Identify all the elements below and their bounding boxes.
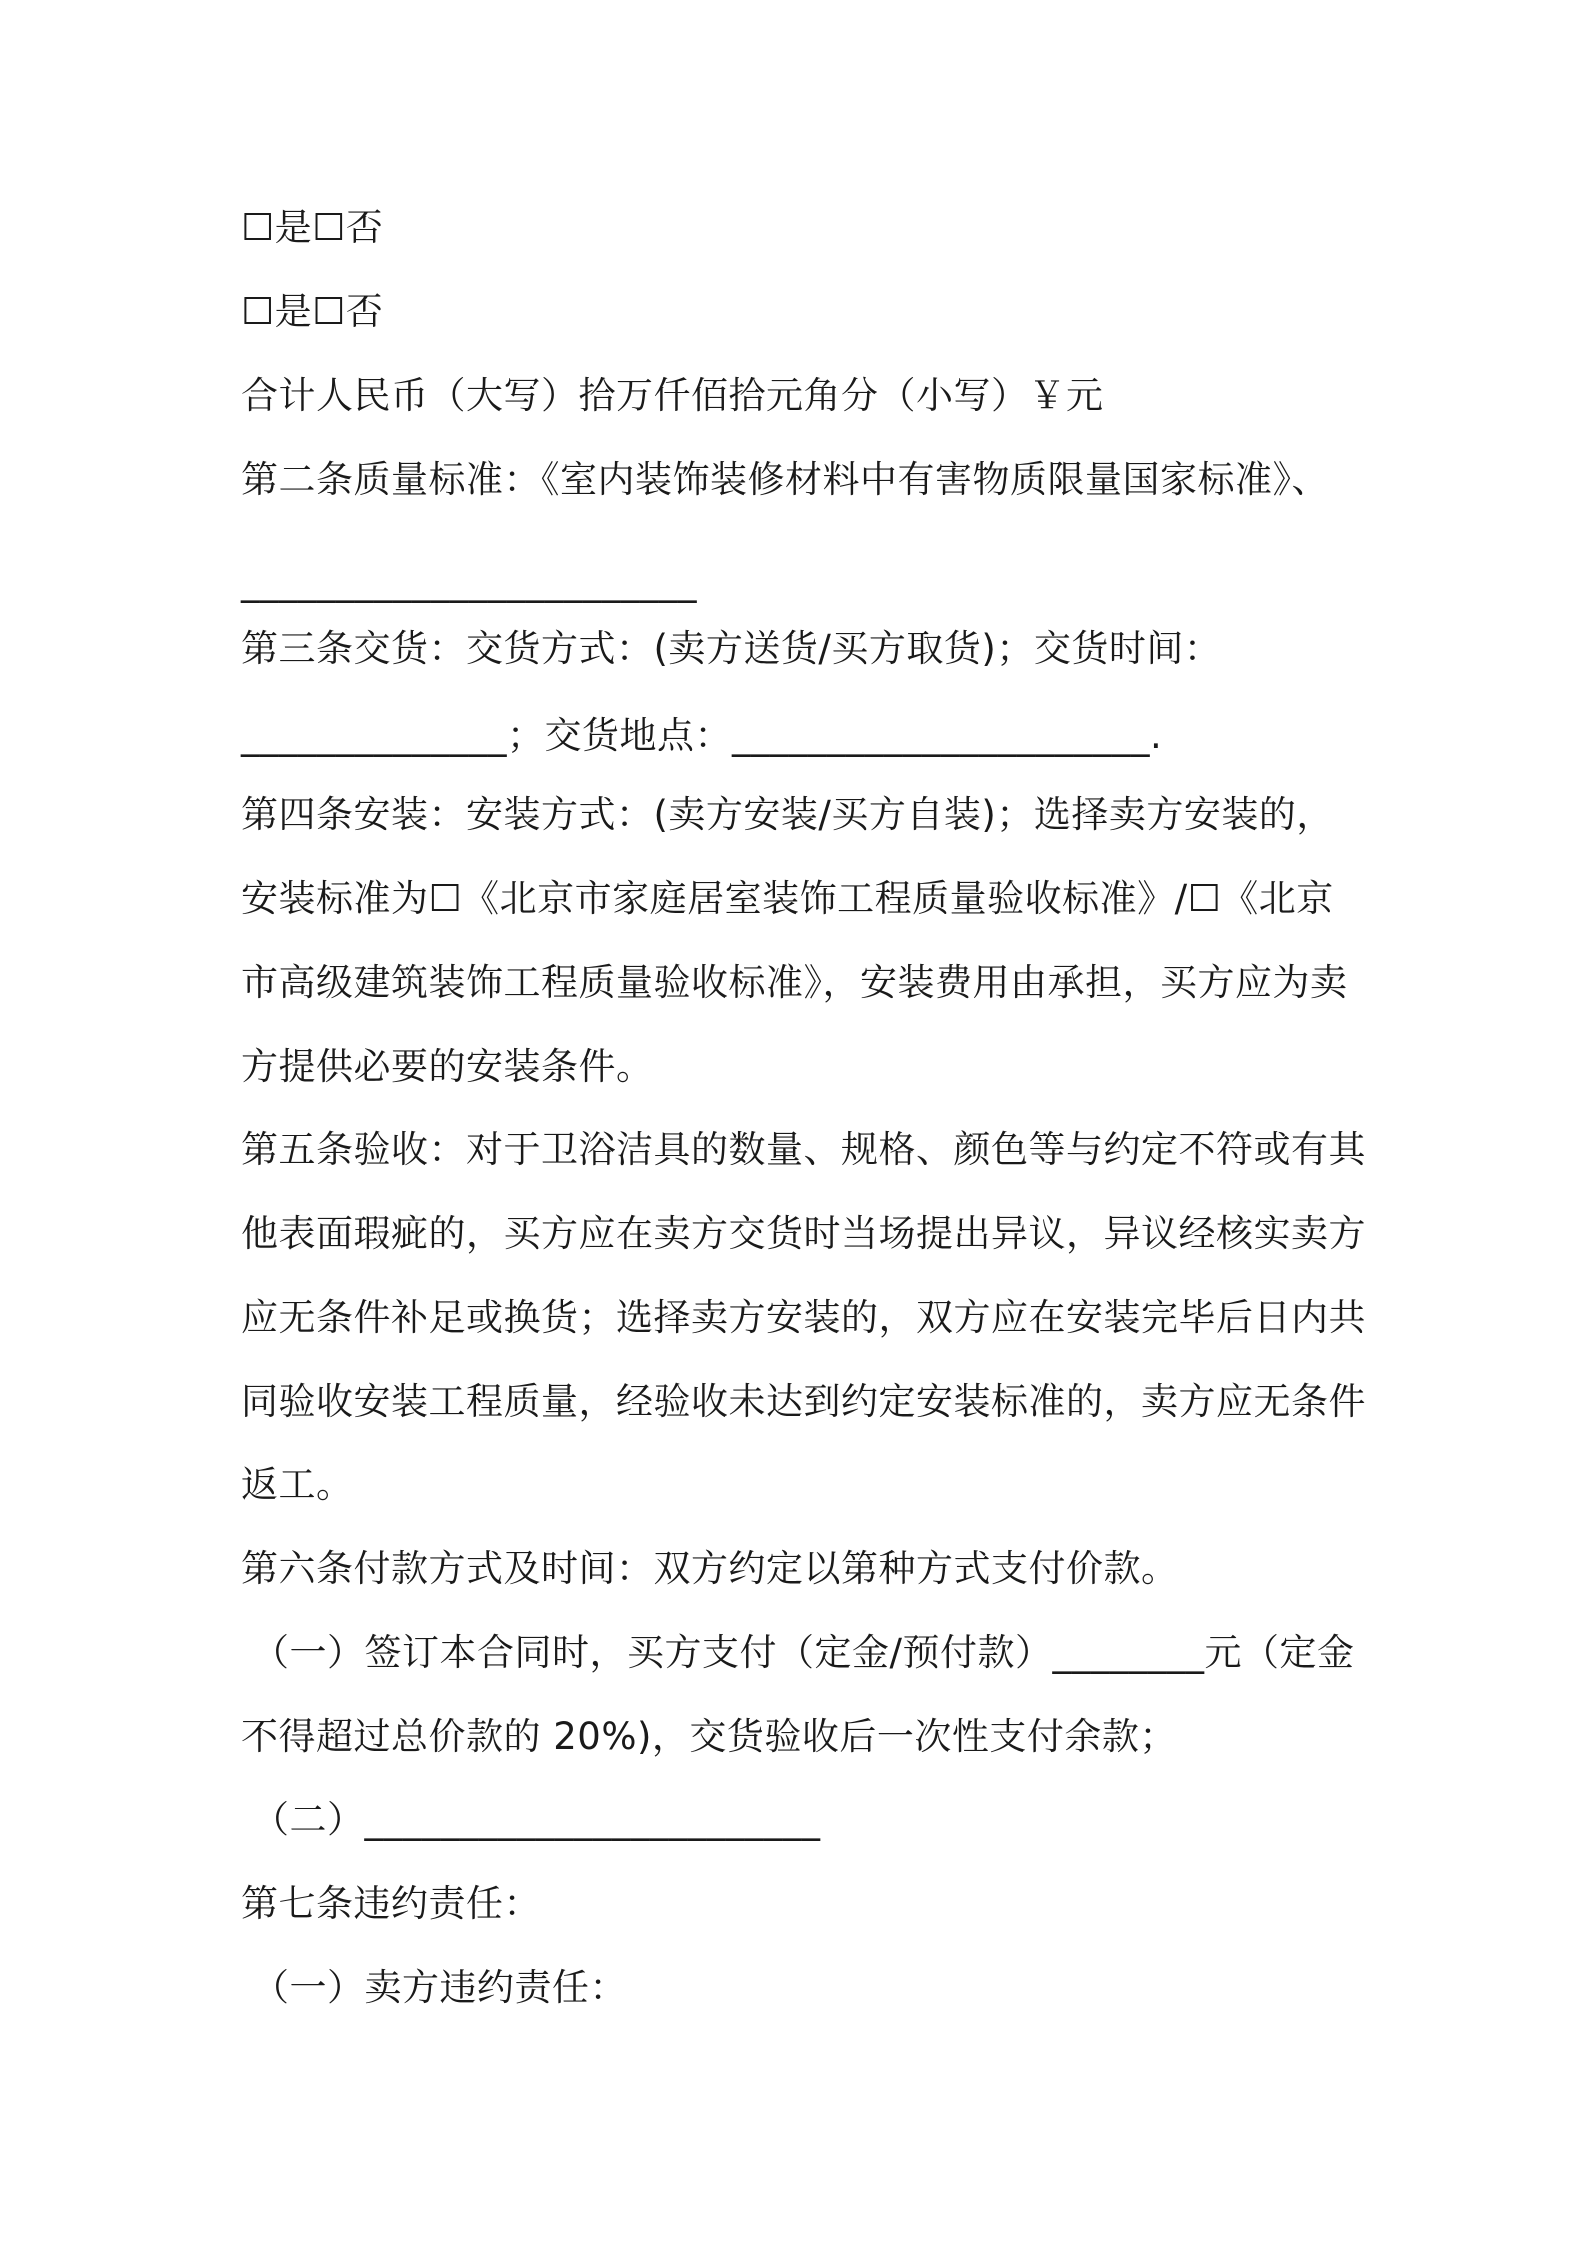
article-5-acceptance: 第五条验收：对于卫浴洁具的数量、规格、颜色等与约定不符或有其 — [241, 1128, 1366, 1171]
article-7-item-1: （一）卖方违约责任： — [252, 1966, 627, 2009]
checkbox-line-2: ☐是☐否 — [241, 290, 384, 333]
article-4-installation: 第四条安装：安装方式：(卖方安装/买方自装)；选择卖方安装的， — [241, 793, 1334, 836]
article-6-item-1-cont: 不得超过总价款的 20%)，交货验收后一次性支付余款； — [241, 1715, 1177, 1758]
article-4-line-3: 市高级建筑装饰工程质量验收标准》，安装费用由承担，买方应为卖 — [241, 961, 1348, 1004]
article-2-blank: ________________________ — [241, 560, 697, 603]
article-6-payment: 第六条付款方式及时间：双方约定以第种方式支付价款。 — [241, 1547, 1179, 1590]
total-amount-line: 合计人民币（大写）拾万仟佰拾元角分（小写）￥元 — [241, 374, 1104, 417]
article-4-line-4: 方提供必要的安装条件。 — [241, 1045, 654, 1088]
article-2-quality-standard: 第二条质量标准：《室内装饰装修材料中有害物质限量国家标准》、 — [241, 458, 1329, 501]
article-3-delivery-blanks: ______________；交货地点：______________________. — [241, 714, 1163, 757]
article-6-item-2: （二）________________________ — [252, 1798, 821, 1841]
article-5-line-4: 同验收安装工程质量，经验收未达到约定安装标准的，卖方应无条件 — [241, 1380, 1366, 1423]
article-5-line-2: 他表面瑕疵的，买方应在卖方交货时当场提出异议，异议经核实卖方 — [241, 1212, 1366, 1255]
article-7-liability: 第七条违约责任： — [241, 1882, 541, 1925]
article-4-line-2: 安装标准为☐《北京市家庭居室装饰工程质量验收标准》/☐《北京 — [241, 877, 1334, 920]
article-6-item-1: （一）签订本合同时，买方支付（定金/预付款）________元（定金 — [252, 1631, 1355, 1674]
article-5-line-3: 应无条件补足或换货；选择卖方安装的，双方应在安装完毕后日内共 — [241, 1296, 1366, 1339]
article-5-line-5: 返工。 — [241, 1463, 354, 1506]
checkbox-line-1: ☐是☐否 — [241, 206, 384, 249]
article-3-delivery: 第三条交货：交货方式：(卖方送货/买方取货)；交货时间： — [241, 627, 1222, 670]
